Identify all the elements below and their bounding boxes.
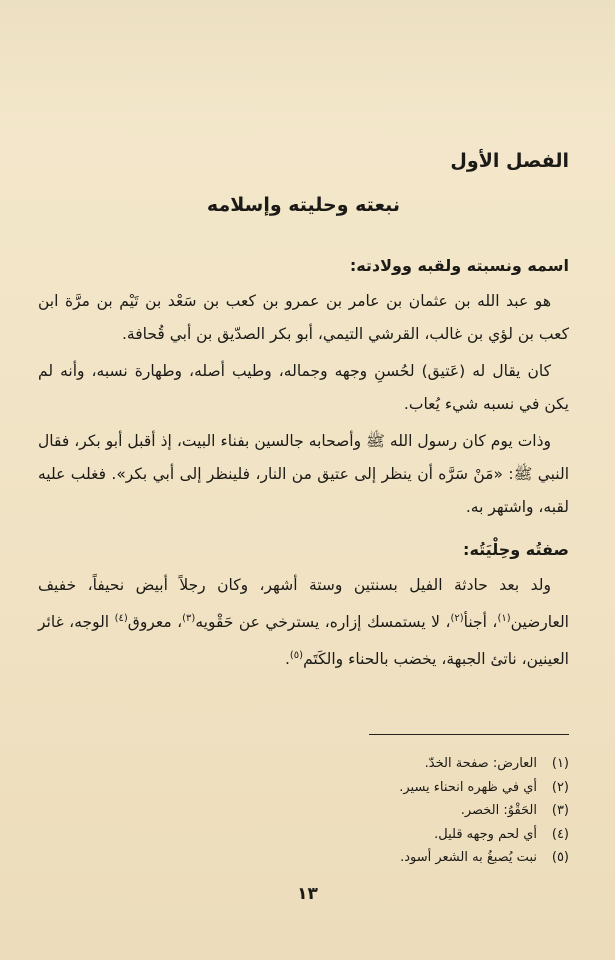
page-bleed-through	[0, 0, 615, 120]
footnote-ref-2: (٢)	[450, 613, 464, 624]
footnote-item	[200, 823, 569, 847]
paragraph-nickname: كان يقال له (عَتيق) لحُسنِ وجهه وجماله، وطيب أصله، وطهارة نسبه، وأنه لم يكن في نسبه شيء يُعاب.	[38, 362, 569, 413]
footnote-item	[200, 752, 569, 776]
footnote-ref-5: (٥)	[289, 650, 304, 662]
footnote-ref-1: (١)	[497, 613, 511, 624]
footnote-text: العارض: صفحة الخدّ.	[424, 756, 537, 771]
paragraph-hadith: وذات يوم كان رسول الله ﷺ وأصحابه جالسين بفناء البيت، إذ أقبل أبو بكر، فقال النبي ﷺ: «مَنْ سَرَّه أن ينظر إلى عتيق من النار، فلينظر إلى أبي بكر». فغلب عليه لقبه، واشتهر به.	[38, 432, 569, 516]
footnote-item	[200, 776, 569, 800]
footnotes-list	[200, 752, 569, 870]
section-title: نبعته وحليته وإسلامه	[206, 194, 401, 216]
paragraph-lineage: هو عبد الله بن عثمان بن عامر بن عمرو بن كعب بن سَعْد بن تَيْم بن مرَّة ابن كعب بن لؤي بن غالب، القرشي التيمي، أبو بكر الصدّيق بن أبي قُحافة.	[38, 292, 569, 343]
subheading-description: صفتُه وحِلْيَتُه:	[463, 540, 569, 559]
footnote-item	[200, 846, 569, 870]
footnote-number: (٢)	[551, 779, 569, 795]
page-content	[38, 150, 569, 676]
footnote-item	[200, 799, 569, 823]
subheading-name-lineage: اسمه ونسبته ولقبه وولادته:	[349, 256, 569, 275]
footnote-number: (١)	[551, 756, 569, 771]
footnote-number: (٤)	[551, 826, 569, 842]
footnote-text: أي في ظهره انحناء يسير.	[399, 779, 537, 795]
paragraph-description: ولد بعد حادثة الفيل بسنتين وستة أشهر، وكان رجلاً أبيض نحيفاً، خفيف العارضين$^{(١)}$، أجنأ$^{(٢)}$، لا يستمسك إزاره، يسترخي عن حَقْويه$^{(٣)}$، معروق$^{(٤)}$ الوجه، غائر العينين، ناتئ الجبهة، يخضب بالحناء والكَتَم$^{(٥)}$.	[38, 576, 569, 669]
chapter-title: الفصل الأول	[450, 150, 569, 172]
footnote-ref-4: (٤)	[114, 613, 128, 624]
footnote-text: أي لحم وجهه قليل.	[434, 826, 537, 842]
footnote-ref-3: (٣)	[182, 613, 196, 624]
footnote-number: (٥)	[551, 850, 569, 865]
footnote-divider	[369, 734, 569, 735]
footnote-number: (٣)	[551, 803, 569, 818]
footnote-text: نبت يُصبغُ به الشعر أسود.	[400, 850, 537, 865]
page-number: ١٣	[297, 884, 318, 904]
footnote-text: الحَقْوُ: الخصر.	[460, 803, 537, 818]
